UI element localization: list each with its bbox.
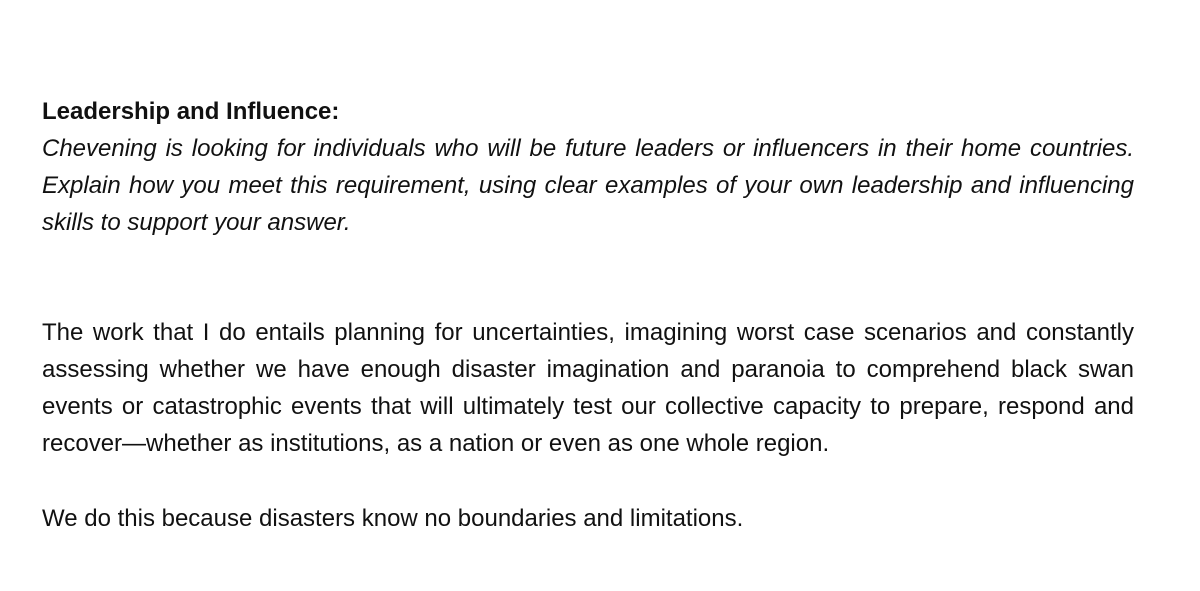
document-page — [42, 94, 1134, 537]
body-paragraph: We do this because disasters know no boundaries and limitations. — [42, 505, 744, 532]
essay-prompt: Chevening is looking for individuals who will be future leaders or influencers in their home countries. Explain how you meet this requirement, using clear examples of your own leadership and influencing skills to support your answer. — [42, 135, 1134, 236]
section-heading: Leadership and Influence: — [42, 98, 340, 125]
body-paragraph: The work that I do entails planning for uncertainties, imagining worst case scenarios and constantly assessing whether we have enough disaster imagination and paranoia to comprehend black swan events or catastrophic events that will ultimately test our collective capacity to prepare, respond and recover—whether as institutions, as a nation or even as one whole region. — [42, 319, 1134, 457]
